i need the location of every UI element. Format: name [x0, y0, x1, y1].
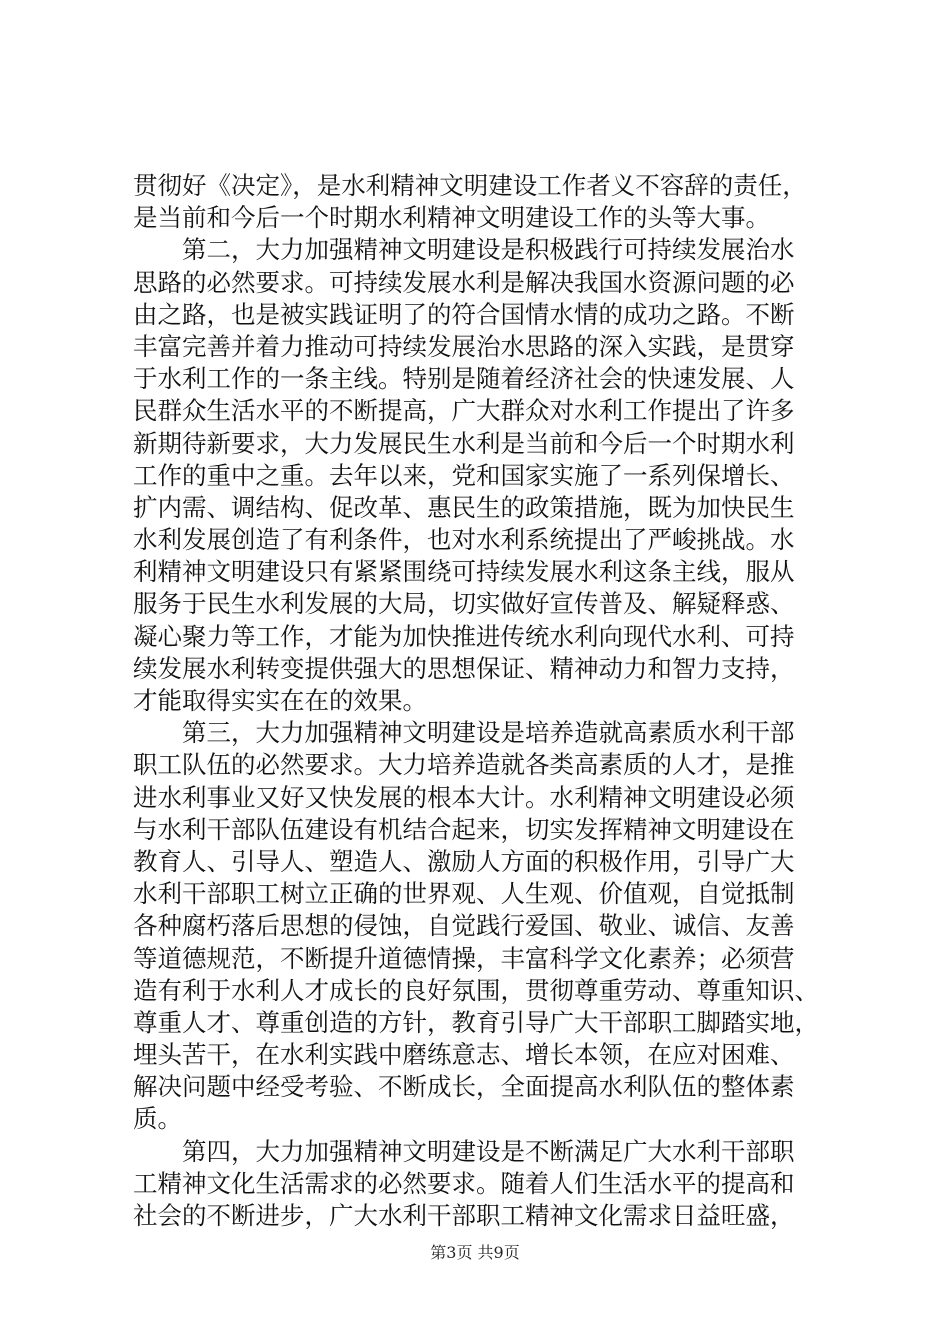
text-line: 进水利事业又好又快发展的根本大计。水利精神文明建设必须 [133, 782, 795, 812]
text-line: 思路的必然要求。可持续发展水利是解决我国水资源问题的必 [133, 267, 795, 297]
document-body [133, 170, 833, 1232]
text-line: 第三，大力加强精神文明建设是培养造就高素质水利干部 [133, 718, 795, 748]
text-line: 质。 [133, 1104, 182, 1134]
text-line: 与水利干部队伍建设有机结合起来，切实发挥精神文明建设在 [133, 814, 795, 844]
text-line: 职工队伍的必然要求。大力培养造就各类高素质的人才，是推 [133, 750, 795, 780]
text-line: 丰富完善并着力推动可持续发展治水思路的深入实践，是贯穿 [133, 331, 795, 361]
text-line: 民群众生活水平的不断提高，广大群众对水利工作提出了许多 [133, 396, 795, 426]
text-line: 造有利于水利人才成长的良好氛围，贯彻尊重劳动、尊重知识、 [133, 975, 819, 1005]
text-line: 续发展水利转变提供强大的思想保证、精神动力和智力支持， [133, 653, 795, 683]
text-line: 才能取得实实在在的效果。 [133, 686, 427, 715]
text-line: 水利发展创造了有利条件，也对水利系统提出了严峻挑战。水 [133, 525, 795, 555]
text-line: 由之路，也是被实践证明了的符合国情水情的成功之路。不断 [133, 299, 795, 329]
text-line: 水利干部职工树立正确的世界观、人生观、价值观，自觉抵制 [133, 879, 795, 909]
text-line: 尊重人才、尊重创造的方针，教育引导广大干部职工脚踏实地， [133, 1007, 819, 1037]
text-line: 社会的不断进步，广大水利干部职工精神文化需求日益旺盛， [133, 1201, 795, 1230]
text-line: 等道德规范，不断提升道德情操，丰富科学文化素养；必须营 [133, 943, 795, 973]
text-line: 新期待新要求，大力发展民生水利是当前和今后一个时期水利 [133, 428, 795, 458]
text-line: 贯彻好《决定》，是水利精神文明建设工作者义不容辞的责任， [133, 171, 807, 200]
text-line: 于水利工作的一条主线。特别是随着经济社会的快速发展、人 [133, 364, 795, 394]
text-line: 利精神文明建设只有紧紧围绕可持续发展水利这条主线，服从 [133, 557, 795, 587]
page-number-footer: 第3页 共9页 [430, 1243, 520, 1262]
text-line: 凝心聚力等工作，才能为加快推进传统水利向现代水利、可持 [133, 621, 795, 651]
text-line: 工作的重中之重。去年以来，党和国家实施了一系列保增长、 [133, 460, 795, 490]
text-line: 第四，大力加强精神文明建设是不断满足广大水利干部职 [133, 1136, 795, 1166]
text-line: 各种腐朽落后思想的侵蚀，自觉践行爱国、敬业、诚信、友善 [133, 911, 795, 941]
text-line: 第二，大力加强精神文明建设是积极践行可持续发展治水 [133, 235, 795, 265]
text-line: 扩内需、调结构、促改革、惠民生的政策措施，既为加快民生 [133, 492, 795, 522]
text-line: 埋头苦干，在水利实践中磨练意志、增长本领，在应对困难、 [133, 1040, 795, 1070]
text-line: 服务于民生水利发展的大局，切实做好宣传普及、解疑释惑、 [133, 589, 795, 619]
text-line: 解决问题中经受考验、不断成长，全面提高水利队伍的整体素 [133, 1072, 795, 1102]
text-line: 是当前和今后一个时期水利精神文明建设工作的头等大事。 [133, 203, 770, 233]
text-line: 教育人、引导人、塑造人、激励人方面的积极作用，引导广大 [133, 846, 795, 876]
text-line: 工精神文化生活需求的必然要求。随着人们生活水平的提高和 [133, 1168, 795, 1198]
